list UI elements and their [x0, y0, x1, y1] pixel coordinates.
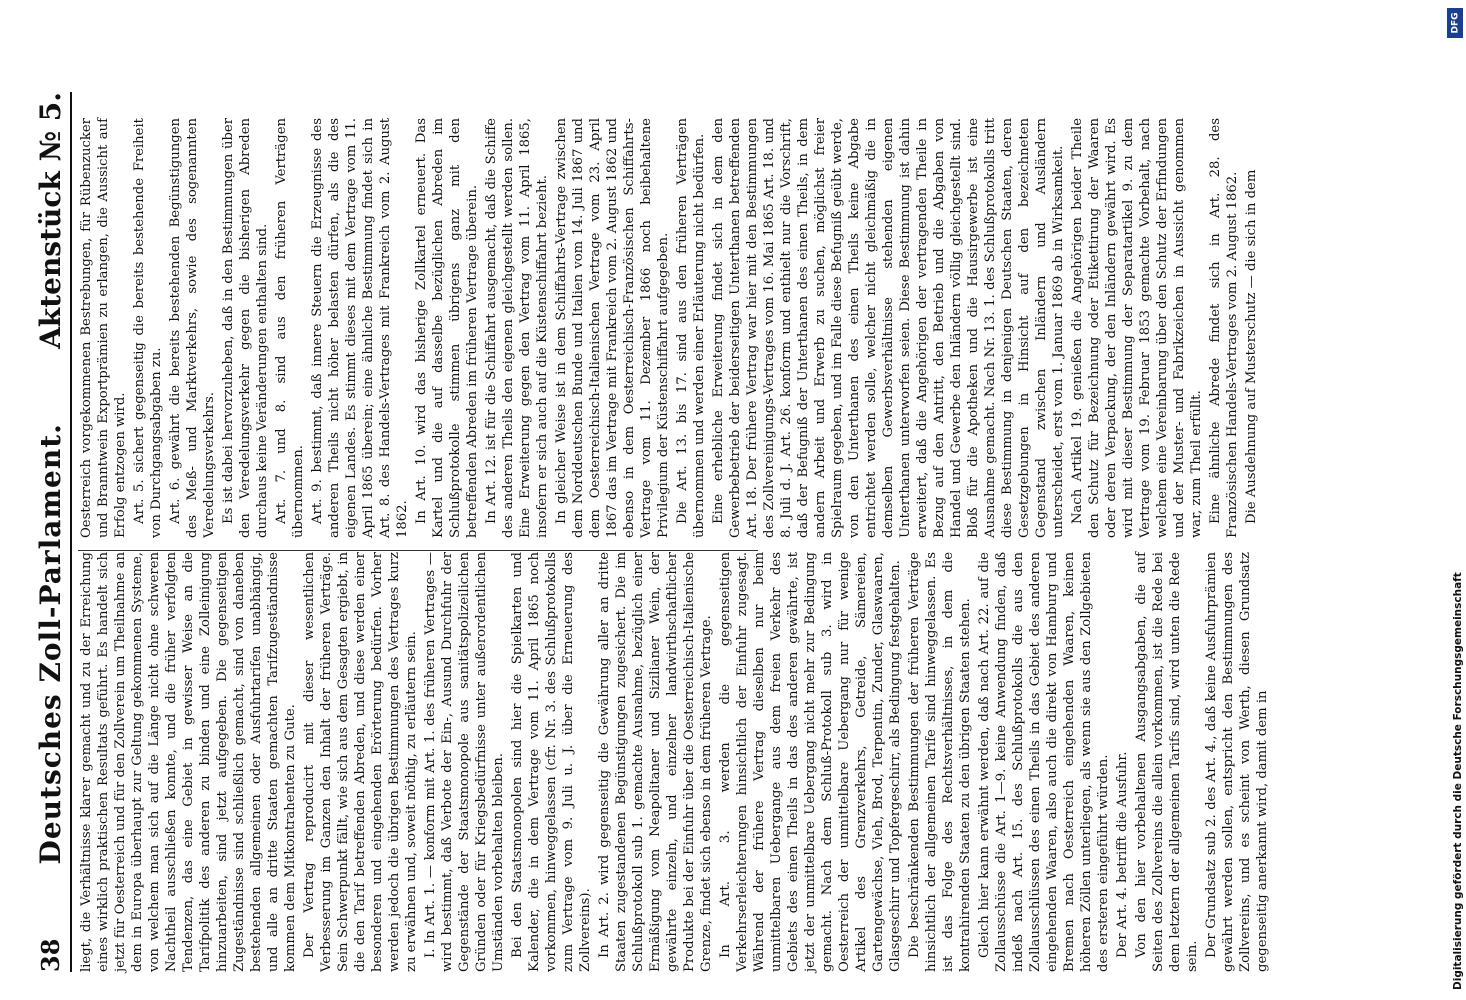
paragraph: Der Grundsatz sub 2. des Art. 4., daß keine Ausfuhrprämien gewährt werden sollen, entspricht den Bestimmungen des Zollvereins, und es scheint von Werth, diesen Grundsatz gegenseitig anerkannt wird, damit dem in: [1204, 552, 1270, 972]
column-divider: [78, 550, 758, 551]
digitization-credit: Digitalisierung gefördert durch die Deutsche Forschungsgemeinschaft: [1452, 572, 1464, 990]
paragraph: Es ist dabei hervorzuheben, daß in den Bestimmungen über den Veredelungsverkehr gegen die bisherigen Abreden durchaus keine Veränderungen enthalten sind.: [221, 118, 270, 538]
left-text-column: [78, 552, 1270, 972]
right-text-column: [78, 118, 1259, 538]
page-number: 38: [35, 938, 65, 972]
page-header: [30, 92, 72, 972]
paragraph: Eine ähnliche Abrede findet sich in Art. 28. des Französischen Handels-Vertrages vom 2. August 1862.: [1208, 118, 1240, 538]
paragraph: Nach Artikel 19. genießen die Angehörigen beider Theile den Schutz für Bezeichnung oder Etikettirung der Waaren oder deren Verpackung, der den Inländern gewährt wird. Es wird mit dieser Bestimmung der Separatartikel 9. zu dem Vertrage vom 19. Februar 1853 gemachte Vorbehalt, nach welchem eine Vereinbarung über den Schutz der Erfindungen und der Muster- und Fabrikzeichen in Aussicht genommen war, zum Theil erfüllt.: [1070, 118, 1204, 538]
paragraph: Art. 5. sichert gegenseitig die bereits bestehende Freiheit von Durchgangsabgaben zu.: [132, 118, 164, 538]
paragraph: In Art. 10. wird das bisherige Zollkartel erneuert. Das Kartel und die auf dasselbe bezüglichen Abreden im Schlußprotokolle stimmen übrigens ganz mit den betreffenden Abreden im früheren Vertrage überein.: [414, 118, 480, 538]
document-number: Aktenstück № 5.: [33, 92, 67, 349]
paragraph: Art. 7. und 8. sind aus den früheren Verträgen übernommen.: [274, 118, 306, 538]
paragraph: Bei den Staatsmonopolen sind hier die Spielkarten und Kalender, die in dem Vertrage vom 11. April 1865 noch vorkommen, hinweggelassen (cfr. Nr. 3. des Schlußprotokolls zum Vertrage vom 9. Juli u. J. über die Erneuerung des Zollvereins).: [510, 552, 593, 972]
paragraph: Oesterreich vorgekommenen Bestrebungen, für Rübenzucker und Branntwein Exportprämien zu erlangen, die Aussicht auf Erfolg entzogen wird.: [79, 118, 128, 538]
dfg-logo-text: DFG: [1450, 12, 1461, 34]
paragraph: Der Vertrag reproducirt mit dieser wesentlichen Verbesserung im Ganzen den Inhalt der früheren Verträge. Sein Schwerpunkt fällt, wie sich aus dem Gesagten ergiebt, in die den Tarif betreffenden Abreden, und diese werden einer besonderen und eingehenden Erörterung bedürfen. Vorher werden jedoch die übrigen Bestimmungen des Vertrages kurz zu erwähnen und, soweit nöthig, zu erläutern sein.: [302, 552, 419, 972]
paragraph: Von den hier vorbehaltenen Ausgangsabgaben, die auf Seiten des Zollvereins die allein vorkommen, ist die Rede bei dem letztern der allgemeinen Tarifs sind, wird unten die Rede sein.: [1134, 552, 1200, 972]
running-title: Deutsches Zoll-Parlament.: [33, 423, 67, 865]
paragraph: Eine erhebliche Erweiterung findet sich in dem den Gewerbebetrieb der beiderseitigen Unterthanen betreffenden Art. 18. Der frühere Vertrag war hier mit den Bestimmungen des Zollvereinigungs-Vertrages vom 16. Mai 1865 Art. 18. und 8. Juli d. J. Art. 26. konform und enthielt nur die Vorschrift, daß der Befugniß der Unterthanen des einen Theils, in dem andern Arbeit und Erwerb zu suchen, möglichst freier Spielraum gegeben, und im Falle diese Befugniß geübt werde, von den Unterthanen des einen Theils keine Abgabe entrichtet werden solle, welcher nicht gleichmäßig die in demselben Gewerbsverhältnisse stehenden eigenen Unterthanen unterworfen seien. Diese Bestimmung ist dahin erweitert, daß die Angehörigen der vertragenden Theile in Bezug auf den Antritt, den Betrieb und die Abgaben von Handel und Gewerbe den Inländern völlig gleichgestellt sind. Bloß für die Apotheken und die Hausirgewerbe ist eine Ausnahme gemacht. Nach Nr. 13. 1. des Schlußprotokolls tritt diese Bestimmung in denjenigen Deutschen Staaten, deren Gesetzgebungen in Hinsicht auf den bezeichneten Gegenstand zwischen Inländern und Ausländern unterscheidet, erst vom 1. Januar 1869 ab in Wirksamkeit.: [711, 118, 1066, 538]
paragraph: Der Art. 4. betrifft die Ausfuhr.: [1115, 751, 1130, 958]
paragraph: liegt, die Verhältnisse klarer gemacht und zu der Erreichung eines wirklich praktischen Resultats geführt. Es handelt sich jetzt für Oesterreich und für den Zollverein um Theilnahme an dem in Europa überhaupt zur Geltung gekommenen Systeme, von welchem man sich auf die Länge nicht ohne schweren Nachtheil ausschließen konnte, und die früher verfolgten Tendenzen, das eine Gebiet in gewisser Weise an die Tarifpolitik des anderen zu binden und eine Zolleinigung hinzuarbeiten, sind jetzt aufgegeben. Die gegenseitigen Zugeständnisse sind schließlich gemacht, sind von daneben bestehenden allgemeinen oder Ausfuhrtarifen unabhängig, und alle an dritte Staaten gemachten Tarifzugeständnisse kommen dem Mitkontrahenten zu Gute.: [79, 552, 298, 972]
paragraph: Art. 9. bestimmt, daß innere Steuern die Erzeugnisse des anderen Theils nicht höher belasten dürfen, als die des eigenen Landes. Es stimmt dieses mit dem Vertrage vom 11. April 1865 überein; eine ähnliche Bestimmung findet sich in Art. 8. des Handels-Vertrages mit Frankreich vom 2. August 1862.: [310, 118, 410, 538]
dfg-logo: [1447, 8, 1463, 38]
paragraph: Gleich hier kann erwähnt werden, daß nach Art. 22. auf die Zollausschüsse die Art. 1—9. keine Anwendung finden, daß indeß nach Art. 15. des Schlußprotokolls die aus den Zollausschlüssen des einen Theils in das Gebiet des anderen eingehenden Waaren, also auch die direkt von Hamburg und Bremen nach Oesterreich eingehenden Waaren, keinen höheren Zöllen unterliegen, als wenn sie aus den Zollgebieten des ersteren eingeführt würden.: [977, 552, 1111, 972]
paragraph: Die Art. 13. bis 17. sind aus den früheren Verträgen übernommen und werden einer Erläuterung nicht bedürfen.: [675, 118, 707, 538]
paragraph: In gleicher Weise ist in dem Schiffahrts-Vertrage zwischen dem Norddeutschen Bunde und Italien vom 14. Juli 1867 und dem Oesterreichisch-Italienischen Vertrage vom 23. April 1867 das im Vertrage mit Frankreich vom 2. August 1862 und ebenso in dem Oesterreichisch-Französischen Schiffahrts-Vertrage vom 11. Dezember 1866 noch beibehaltene Privilegium der Küstenschiffahrt aufgegeben.: [554, 118, 671, 538]
paragraph: In Art. 2. wird gegenseitig die Gewährung aller an dritte Staaten zugestandenen Begünstigungen zugesichert. Die im Schlußprotokoll sub 1. gemachte Ausnahme, bezüglich einer Ermäßigung vom Neapolitaner und Sizilianer Wein, der gewährte einzeln, und einzelner landwirthschaftlicher Produkte bei der Einfuhr über die Oesterreichisch-Italienische Grenze, findet sich ebenso in dem früheren Vertrage.: [597, 552, 714, 972]
paragraph: In Art. 3. werden die gegenseitigen Verkehrserleichterungen hinsichtlich der Einfuhr zugesagt. Während der frühere Vertrag dieselben nur beim unmittelbaren Uebergange aus dem freien Verkehr des Gebiets des einen Theils in das des anderen gewährte, ist jetzt der unmittelbare Uebergang nicht mehr zur Bedingung gemacht. Nach dem Schluß-Protokoll sub 3. wird in Oesterreich der unmittelbare Uebergang nur für wenige Artikel des Grenzverkehrs, Getreide, Sämereien, Gartengewächse, Vieh, Brod, Terpentin, Zunder, Glaswaaren, Glasgeschirr und Topfergeschirr, als Bedingung festgehalten.: [718, 552, 903, 972]
paragraph: In Art. 12. ist für die Schiffahrt ausgemacht, daß die Schiffe des anderen Theils den eigenen gleichgestellt werden sollen. Eine Erweiterung gegen den Vertrag vom 11. April 1865, insofern er sich auch auf die Küstenschiffahrt bezieht.: [484, 118, 550, 538]
paragraph: Die Ausdehnung auf Musterschutz — die sich in dem: [1244, 169, 1259, 524]
paragraph: I. In Art. 1. — konform mit Art. 1. des früheren Vertrages — wird bestimmt, daß Verbote der Ein-, Ausund Durchfuhr der Gegenstände der Staatsmonopole aus sanitätspolizeilichen Gründen oder für Kriegsbedürfnisse unter außerordentlichen Umständen vorbehalten bleiben.: [423, 552, 506, 972]
paragraph: Art. 6. gewährt die bereits bestehenden Begünstigungen des Meß- und Marktverkehrs, sowie des sogenannten Veredelungsverkehrs.: [168, 118, 217, 538]
paragraph: Die beschränkenden Bestimmungen der früheren Verträge hinsichtlich der allgemeinen Tarife sind hinweggelassen. Es ist das Folge des Rechtsverhältnisses, in dem die kontrahirenden Staaten zu den übrigen Staaten stehen.: [907, 552, 973, 972]
